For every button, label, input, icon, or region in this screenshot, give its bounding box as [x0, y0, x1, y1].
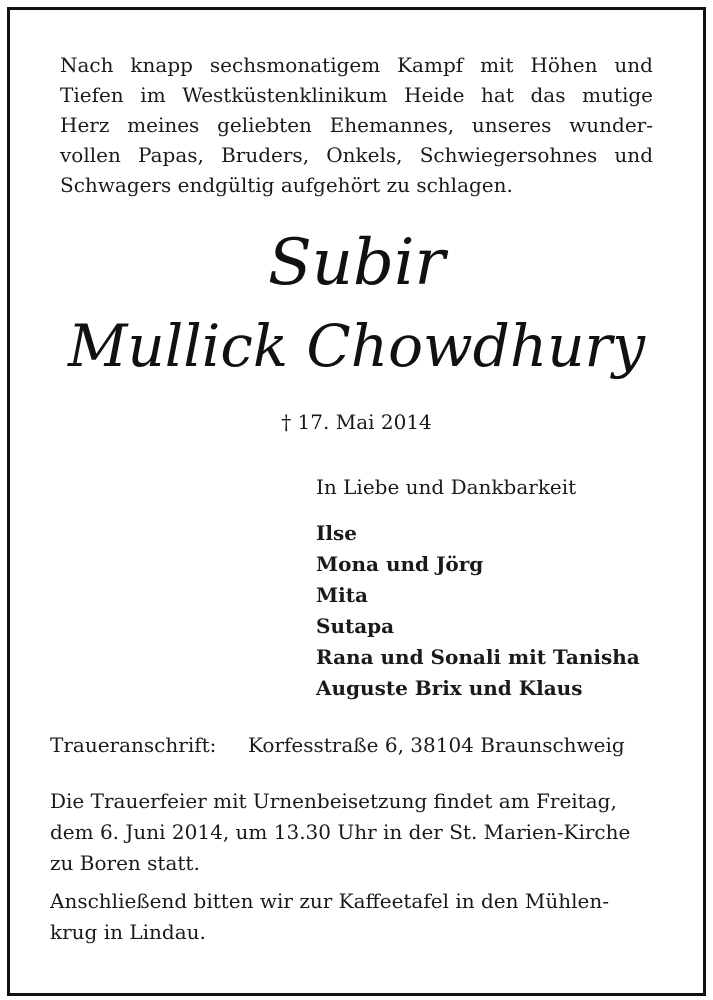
intro-line: vollen Papas, Bruders, Onkels, Schwiegersohnes und [60, 143, 653, 167]
death-date: † 17. Mai 2014 [281, 410, 432, 434]
intro-line: Herz meines geliebten Ehemannes, unseres wunder- [60, 113, 653, 137]
mourner-name: Mona und Jörg [316, 552, 484, 576]
mourning-address [50, 730, 625, 760]
address-label: Traueranschrift: [50, 733, 217, 757]
intro-line: Nach knapp sechsmonatigem Kampf mit Höhen und [60, 53, 653, 77]
ceremony-paragraph [50, 786, 662, 879]
mourner-name: Sutapa [316, 614, 395, 638]
coffee-line: krug in Lindau. [50, 920, 206, 944]
mourner-name: Auguste Brix und Klaus [316, 676, 583, 700]
mourners-phrase: In Liebe und Dankbarkeit [316, 475, 577, 499]
address-value: Korfesstraße 6, 38104 Braunschweig [248, 733, 625, 757]
coffee-paragraph [50, 886, 662, 948]
deceased-first-name: Subir [267, 226, 446, 300]
coffee-line: Anschließend bitten wir zur Kaffeetafel in den Mühlen- [50, 889, 609, 913]
mourner-name: Rana und Sonali mit Tanisha [316, 645, 640, 669]
intro-line: Schwagers endgültig aufgehört zu schlagen. [60, 173, 513, 197]
mourners-list [316, 518, 696, 704]
intro-paragraph [60, 50, 653, 200]
mourner-name: Ilse [316, 521, 357, 545]
mourners-block [316, 472, 696, 704]
ceremony-line: zu Boren statt. [50, 851, 200, 875]
intro-line: Tiefen im Westküstenklinikum Heide hat das mutige [60, 83, 653, 107]
mourner-name: Mita [316, 583, 368, 607]
deceased-last-name: Mullick Chowdhury [67, 312, 646, 380]
ceremony-line: Die Trauerfeier mit Urnenbeisetzung findet am Freitag, [50, 789, 617, 813]
ceremony-line: dem 6. Juni 2014, um 13.30 Uhr in der St. Marien-Kirche [50, 820, 631, 844]
